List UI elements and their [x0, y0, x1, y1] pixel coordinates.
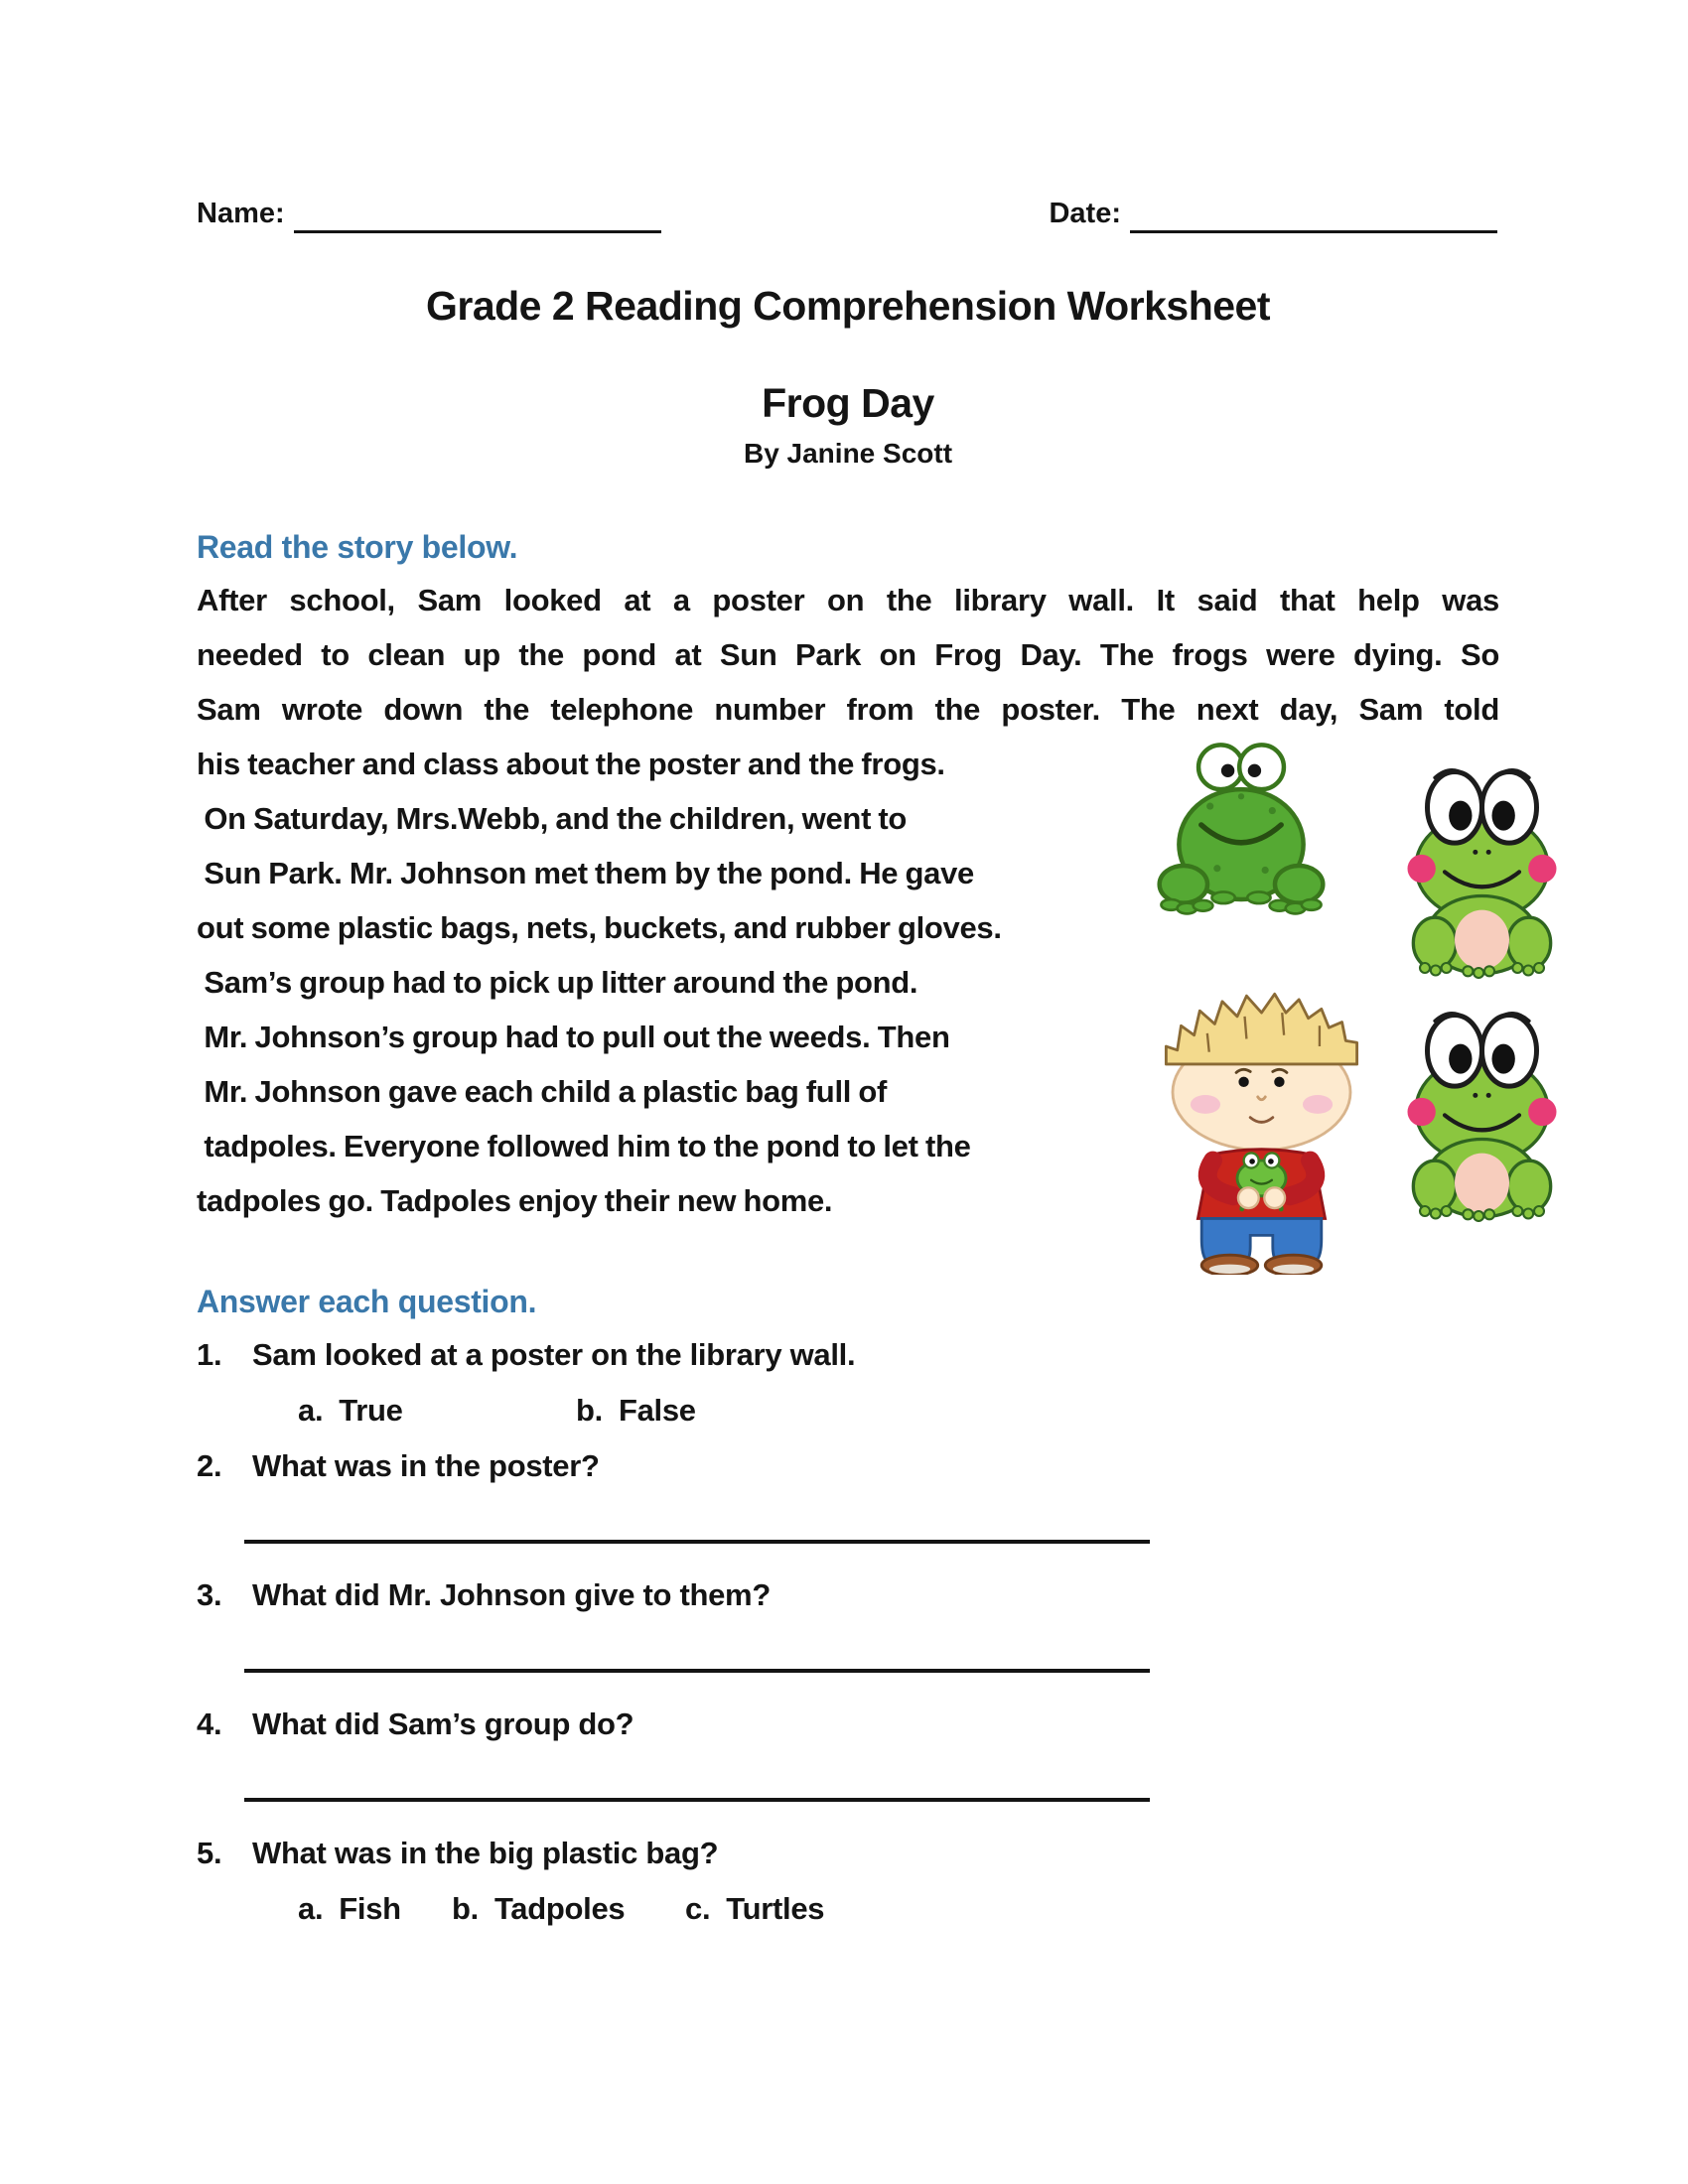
story-line: Sun Park. Mr. Johnson met them by the pond. He gave	[197, 856, 974, 890]
question-text: What was in the big plastic bag?	[252, 1836, 719, 1870]
question-number: 2.	[197, 1448, 222, 1483]
date-group	[1049, 194, 1497, 233]
story-title: Frog Day	[762, 380, 934, 426]
option-text: True	[339, 1393, 403, 1428]
option-a[interactable]	[298, 1383, 576, 1438]
question-5-options	[197, 1881, 1499, 1937]
story-line: On Saturday, Mrs.Webb, and the children, went to	[197, 801, 908, 836]
question-number: 3.	[197, 1577, 222, 1612]
question-2	[197, 1438, 1499, 1494]
answer-blank-line[interactable]	[244, 1798, 1150, 1802]
date-blank-line[interactable]	[1130, 197, 1497, 233]
question-3	[197, 1568, 1499, 1623]
option-label: b.	[576, 1393, 603, 1428]
question-4	[197, 1697, 1499, 1752]
option-b[interactable]	[452, 1881, 685, 1937]
option-label: b.	[452, 1891, 479, 1926]
question-text: What did Mr. Johnson give to them?	[252, 1577, 771, 1612]
story-line: out some plastic bags, nets, buckets, and rubber gloves.	[197, 910, 1002, 945]
story-line: Mr. Johnson gave each child a plastic bag full of	[197, 1074, 888, 1109]
question-text: Sam looked at a poster on the library wall.	[252, 1337, 856, 1372]
clipart-group	[1135, 740, 1572, 1296]
question-5	[197, 1826, 1499, 1881]
story-line: needed to clean up the pond at Sun Park on Frog Day. The frogs were dying. So	[197, 637, 1499, 672]
story-line: his teacher and class about the poster and the frogs.	[197, 747, 945, 781]
option-label: c.	[685, 1891, 711, 1926]
worksheet-title: Grade 2 Reading Comprehension Worksheet	[425, 283, 1271, 329]
option-label: a.	[298, 1393, 324, 1428]
question-text: What was in the poster?	[252, 1448, 600, 1483]
question-1-options	[197, 1383, 1499, 1438]
story-section	[197, 573, 1499, 1228]
name-blank-line[interactable]	[294, 197, 661, 233]
question-number: 1.	[197, 1337, 222, 1372]
option-text: False	[618, 1393, 696, 1428]
option-label: a.	[298, 1891, 324, 1926]
read-story-heading: Read the story below.	[197, 529, 518, 565]
question-number: 4.	[197, 1706, 222, 1741]
big-eyed-frog-illustration	[1395, 759, 1569, 979]
story-byline: By Janine Scott	[743, 438, 953, 469]
name-date-row	[197, 194, 1499, 233]
name-field-label: Name:	[197, 198, 285, 229]
story-line: After school, Sam looked at a poster on the library wall. It said that help was	[197, 583, 1499, 617]
answer-blank-line[interactable]	[244, 1540, 1150, 1544]
option-a[interactable]	[298, 1881, 452, 1937]
boy-holding-frog-illustration	[1140, 966, 1383, 1275]
big-eyed-frog-illustration	[1395, 1003, 1569, 1222]
worksheet-content	[197, 194, 1499, 1937]
option-b[interactable]	[576, 1383, 696, 1438]
date-field-label: Date:	[1049, 198, 1121, 229]
question-number: 5.	[197, 1836, 222, 1870]
option-text: Turtles	[726, 1891, 825, 1926]
question-1	[197, 1327, 1499, 1383]
story-line: tadpoles go. Tadpoles enjoy their new home.	[197, 1183, 833, 1218]
green-frog-illustration	[1157, 740, 1326, 921]
answer-questions-heading: Answer each question.	[197, 1284, 537, 1319]
option-c[interactable]	[685, 1881, 824, 1937]
story-narrow-column	[197, 791, 1120, 1228]
option-text: Fish	[339, 1891, 401, 1926]
question-text: What did Sam’s group do?	[252, 1706, 634, 1741]
story-line: Mr. Johnson’s group had to pull out the weeds. Then	[197, 1020, 950, 1054]
story-line: Sam wrote down the telephone number from the poster. The next day, Sam told	[197, 692, 1499, 727]
story-line: tadpoles. Everyone followed him to the pond to let the	[197, 1129, 971, 1163]
story-line: Sam’s group had to pick up litter around the pond.	[197, 965, 918, 1000]
answer-blank-line[interactable]	[244, 1669, 1150, 1673]
option-text: Tadpoles	[493, 1891, 626, 1926]
